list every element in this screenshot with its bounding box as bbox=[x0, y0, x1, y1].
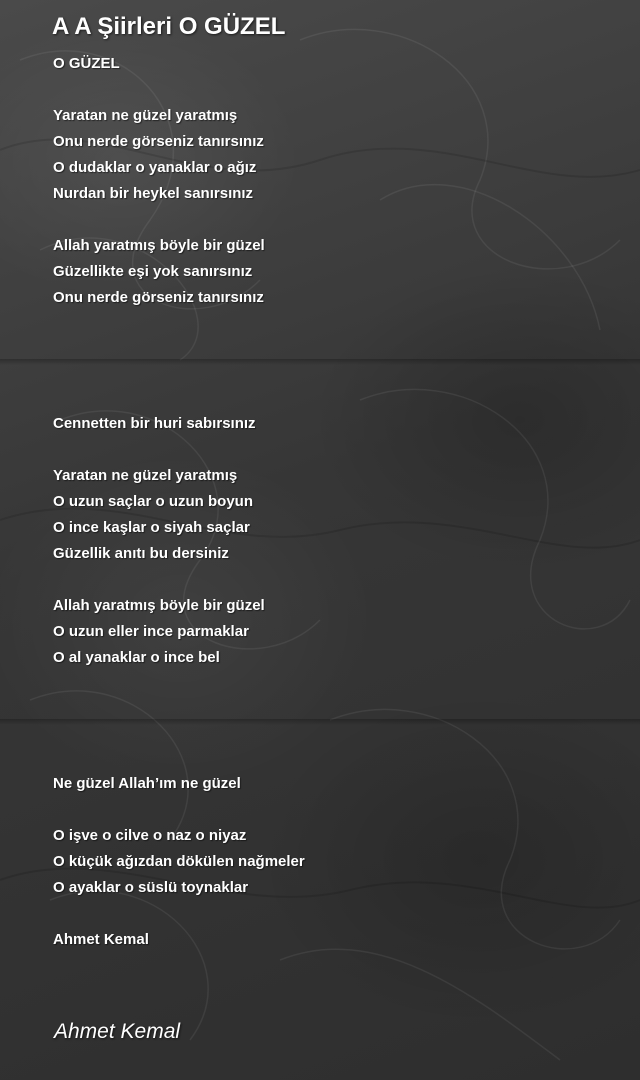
poem-line: O GÜZEL bbox=[53, 55, 120, 72]
panel-divider bbox=[0, 359, 640, 365]
poem-line: O işve o cilve o naz o niyaz bbox=[53, 827, 247, 844]
poem-line: Yaratan ne güzel yaratmış bbox=[53, 107, 238, 124]
poem-line: Onu nerde görseniz tanırsınız bbox=[53, 133, 264, 150]
poem-line: Güzellik anıtı bu dersiniz bbox=[53, 545, 229, 562]
poem-line: O ayaklar o süslü toynaklar bbox=[53, 879, 249, 896]
poem-line: Onu nerde görseniz tanırsınız bbox=[53, 289, 264, 306]
poem-line: O al yanaklar o ince bel bbox=[53, 649, 220, 666]
panel-divider bbox=[0, 719, 640, 725]
poem-author-line: Ahmet Kemal bbox=[53, 931, 149, 948]
poem-line: O dudaklar o yanaklar o ağız bbox=[53, 159, 257, 176]
poem-line: Allah yaratmış böyle bir güzel bbox=[53, 597, 265, 614]
poem-title: A A Şiirleri O GÜZEL bbox=[52, 13, 286, 40]
poem-line: Ne güzel Allah’ım ne güzel bbox=[53, 775, 241, 792]
poem-line: Yaratan ne güzel yaratmış bbox=[53, 467, 238, 484]
poem-line: O uzun saçlar o uzun boyun bbox=[53, 493, 254, 510]
poem-line: Nurdan bir heykel sanırsınız bbox=[53, 185, 254, 202]
poem-line: O uzun eller ince parmaklar bbox=[53, 623, 249, 640]
author-signature: Ahmet Kemal bbox=[54, 1020, 181, 1043]
poem-line: Allah yaratmış böyle bir güzel bbox=[53, 237, 265, 254]
poem-line: O ince kaşlar o siyah saçlar bbox=[53, 519, 250, 536]
poem-line: Güzellikte eşi yok sanırsınız bbox=[53, 263, 253, 280]
poem-line: O küçük ağızdan dökülen nağmeler bbox=[53, 853, 305, 870]
poem-line: Cennetten bir huri sabırsınız bbox=[53, 415, 256, 432]
